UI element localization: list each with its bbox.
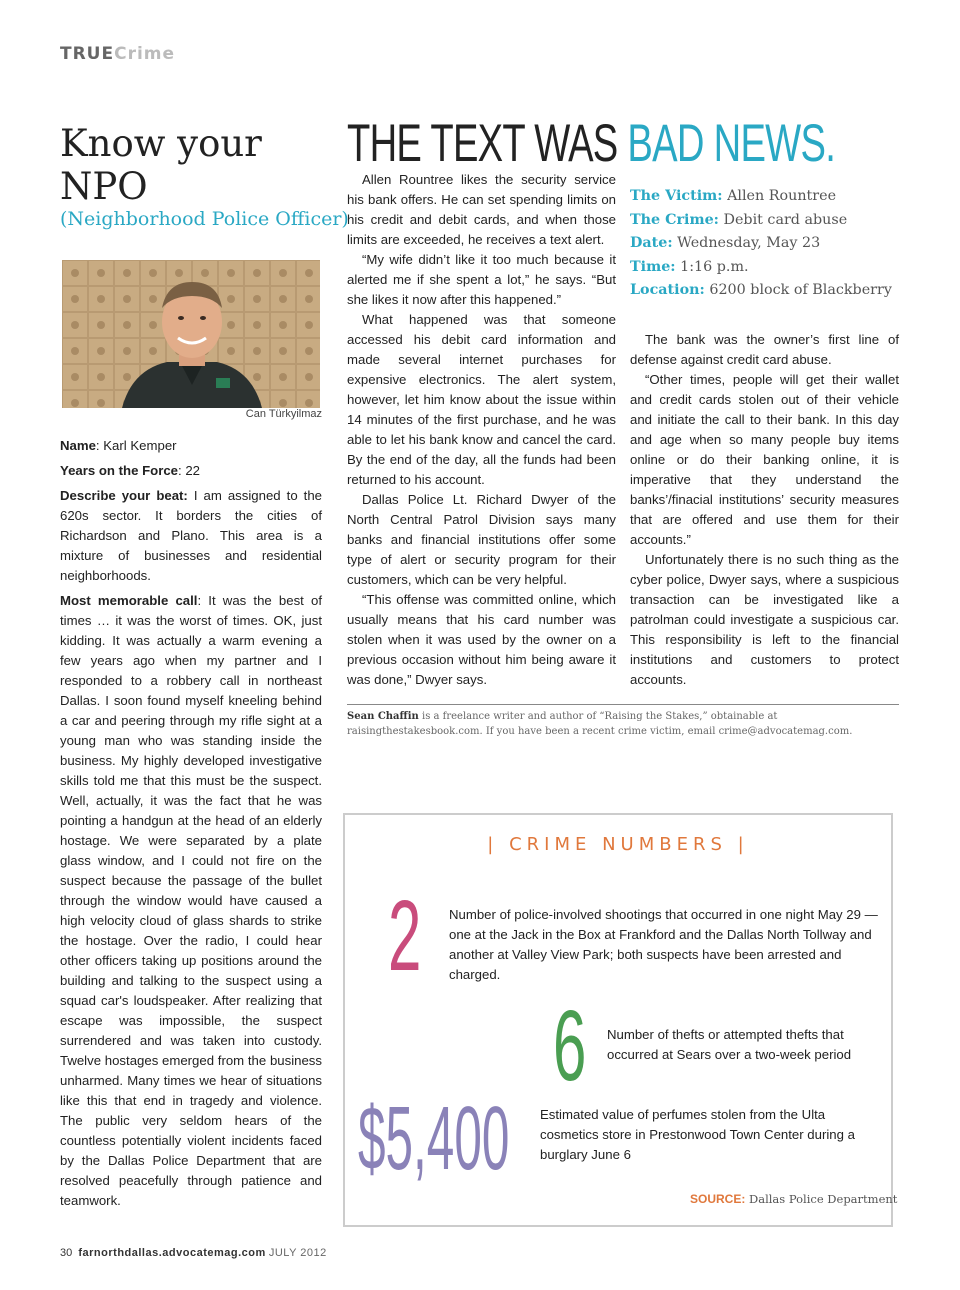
section-label-crime: Crime	[114, 44, 176, 64]
paragraph: “This offense was committed online, which usually means that his card number was stolen when it was used by the owner on a previous occasion without him being aware it was done,” Dwyer says.	[347, 592, 616, 687]
years-label: Years on the Force	[60, 463, 178, 478]
paragraph: Dallas Police Lt. Richard Dwyer of the North Central Patrol Division says many banks and financial institutions offer some type of alert or security program for their customers, which can be very helpful.	[347, 492, 616, 587]
fact-crime	[630, 209, 920, 233]
page-number: 30	[60, 1247, 73, 1259]
paragraph: Unfortunately there is no such thing as the cyber police, Dwyer says, where a suspicious transaction can be investigated like a patrolman could investigate a suspicious car. This responsibility is left to the financial institutions and customers to protect accounts.	[630, 552, 899, 687]
paragraph: “My wife didn’t like it too much because it alerted me if she spent a lot,” he says. “But she likes it now after this happened.”	[347, 252, 616, 307]
fact-time	[630, 256, 920, 280]
footer-url: farnorthdallas.advocatemag.com	[78, 1247, 266, 1259]
beat-label: Describe your beat:	[60, 488, 188, 503]
source-line	[690, 1192, 898, 1206]
divider	[347, 704, 899, 705]
stat-number-shootings: 2	[388, 880, 422, 992]
call-label: Most memorable call	[60, 593, 198, 608]
section-label	[60, 44, 175, 64]
paragraph: The bank was the owner’s first line of defense against credit card abuse.	[630, 332, 899, 367]
photo-credit: Can Türkyilmaz	[245, 408, 322, 420]
paragraph: “Other times, people will get their wallet and credit cards stolen out of their vehicle and initiate the call to their bank. In this day and age when so many people buy items online or do their banking online, it is imperative that they understand the banks’/finacial institutions’ security measures that are offered and use them for their accounts.”	[630, 372, 899, 547]
page-footer	[60, 1247, 327, 1259]
fact-date	[630, 232, 920, 256]
stat-number-thefts: 6	[553, 990, 587, 1102]
fact-value: Wednesday, May 23	[672, 235, 821, 251]
headline-dark: THE TEXT WAS	[347, 114, 628, 173]
npo-subtitle: (Neighborhood Police Officer)	[60, 208, 349, 230]
fact-value: Allen Rountree	[722, 188, 837, 204]
stat-text-shootings: Number of police-involved shootings that occurred in one night May 29 — one at the Jack in the Box at Frankford and the Dallas North Tollway and another at Valley View Park; both suspects have been arrested and charged.	[449, 907, 878, 982]
name-value: : Karl Kemper	[95, 438, 177, 453]
stat-text-perfume-value: Estimated value of perfumes stolen from the Ulta cosmetics store in Prestonwood Town Center during a burglary June 6	[540, 1107, 855, 1162]
officer-portrait-image	[62, 260, 320, 408]
fact-value: 6200 block of Blackberry	[704, 282, 892, 298]
beat-paragraph	[60, 486, 322, 586]
npo-profile	[60, 436, 322, 1216]
footer-date: JULY 2012	[268, 1247, 327, 1259]
name-line	[60, 436, 322, 456]
case-facts	[630, 185, 920, 303]
source-value: Dallas Police Department	[745, 1192, 898, 1206]
officer-photo	[62, 260, 320, 408]
author-bio-text: is a freelance writer and author of “Raising the Stakes,” obtainable at raisingthestakesbook.com. If you have been a recent crime victim, email crime@advocatemag.com.	[347, 711, 853, 737]
years-line	[60, 461, 322, 481]
stat-text-thefts: Number of thefts or attempted thefts that occurred at Sears over a two-week period	[607, 1027, 852, 1062]
beat-text: I am assigned to the 620s sector. It borders the cities of Richardson and Plano. This area is a mixture of businesses and residential neighborhoods.	[60, 488, 322, 583]
paragraph: What happened was that someone accessed his debit card information and made several internet purchases for expensive electronics. The alert system, however, let him know about the issue within 14 minutes of the first purchase, and he was able to let his bank know and cancel the card. By the end of the day, all the funds had been returned to his account.	[347, 312, 616, 487]
npo-title: Know your NPO	[60, 122, 262, 208]
fact-value: 1:16 p.m.	[675, 258, 749, 275]
headline	[347, 114, 835, 174]
fact-label: Time:	[630, 258, 676, 275]
fact-label: The Crime:	[630, 211, 719, 228]
name-label: Name	[60, 438, 96, 453]
author-name: Sean Chaffin	[347, 711, 419, 722]
fact-victim	[630, 185, 920, 209]
call-text: : It was the best of times … it was the worst of times. OK, just kidding. It was actually a warm evening a few years ago when my partner and I responded to a robbery call in northeast Dallas. I soon found myself kneeling behind a car and peering through my rifle sight at a young man who was standing inside the business. My highly developed investigative skills told me that this must be the suspect. Well, actually, it was the fact that he was pointing a handgun at the head of an elderly hostage. We were separated by a plate glass window, and I could not fire on the suspect because the passage of the bullet through the window would have caused a high velocity cloud of glass shards to strike the hostage. Over the radio, I could hear other officers taking up positions around the building and talking to the suspect using a squad car's loudspeaker. After realizing that escape was impossible, the suspect surrendered and was taken into custody. Twelve hostages emerged from the business unharmed. Many times we hear of situations like this that end in tragedy and violence. The public very seldom hears of the countless potentially violent incidents faced by the Dallas Police Department that are resolved peacefully through patience and teamwork.	[60, 593, 322, 1208]
fact-label: The Victim:	[630, 188, 723, 204]
article-column-right	[630, 330, 899, 690]
source-label: SOURCE:	[690, 1192, 746, 1206]
fact-location	[630, 279, 920, 303]
paragraph: Allen Rountree likes the security service his bank offers. He can set spending limits on his credit and debit cards, and when those limits are exceeded, he receives a text alert.	[347, 172, 616, 247]
fact-label: Date:	[630, 235, 673, 251]
crime-numbers-title: | CRIME NUMBERS |	[487, 834, 749, 855]
article-column-middle	[347, 170, 616, 690]
author-bio	[347, 709, 907, 739]
fact-label: Location:	[630, 282, 705, 298]
years-value: : 22	[178, 463, 200, 478]
headline-blue: BAD NEWS.	[627, 114, 836, 173]
stat-number-perfume-value: $5,400	[358, 1089, 510, 1189]
section-label-true: TRUE	[60, 44, 115, 64]
call-paragraph	[60, 591, 322, 1211]
fact-value: Debit card abuse	[718, 211, 848, 228]
